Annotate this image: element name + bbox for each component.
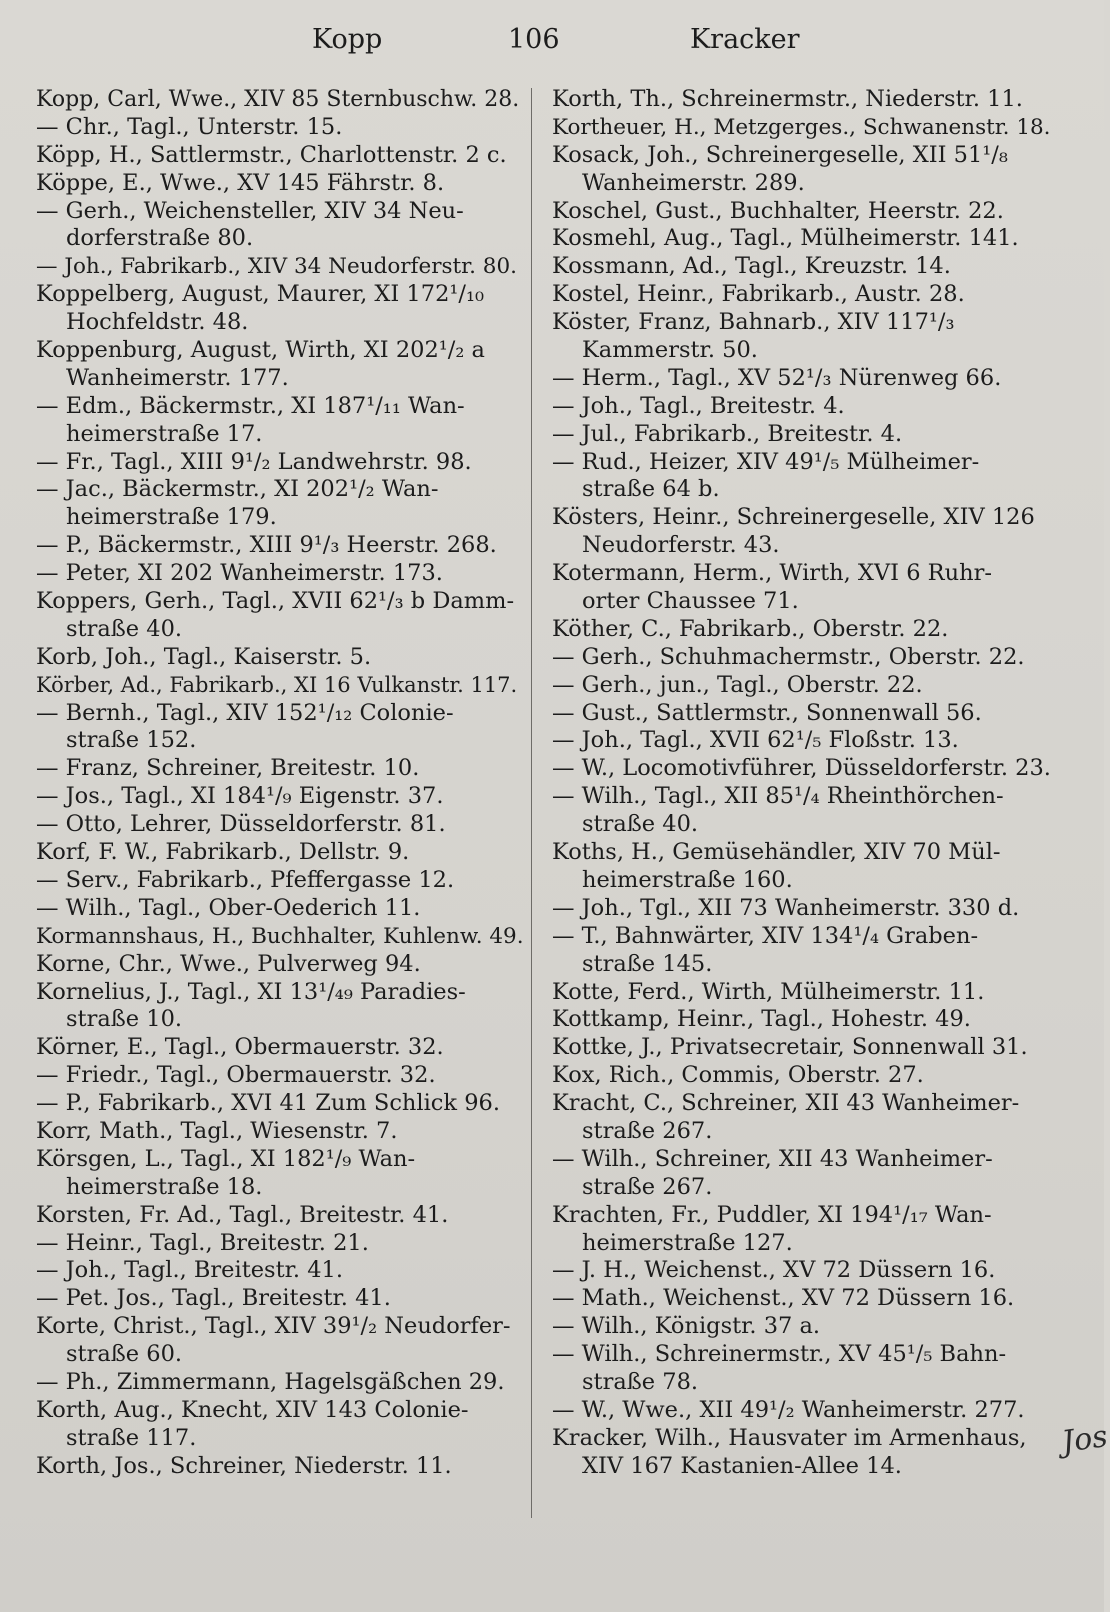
directory-line: — Bernh., Tagl., XIV 152¹/₁₂ Colonie- <box>36 699 454 726</box>
directory-line: — Franz, Schreiner, Breitestr. 10. <box>36 755 420 782</box>
directory-line: XIV 167 Kastanien-Allee 14. <box>582 1452 902 1479</box>
directory-line: Koschel, Gust., Buchhalter, Heerstr. 22. <box>552 197 1004 224</box>
directory-line: Körber, Ad., Fabrikarb., XI 16 Vulkanstr. 117. <box>36 672 518 697</box>
directory-line: straße 117. <box>66 1424 197 1451</box>
directory-line: — Gerh., Weichensteller, XIV 34 Neu- <box>36 197 464 224</box>
directory-line: Krachten, Fr., Puddler, XI 194¹/₁₇ Wan- <box>552 1201 992 1228</box>
directory-line: Korte, Christ., Tagl., XIV 39¹/₂ Neudorfer- <box>36 1313 511 1340</box>
directory-line: — P., Bäckermstr., XIII 9¹/₃ Heerstr. 268. <box>36 532 497 559</box>
left-column <box>36 86 526 1481</box>
directory-line: straße 60. <box>66 1341 183 1368</box>
directory-line: straße 10. <box>66 1006 183 1033</box>
directory-line: Köther, C., Fabrikarb., Oberstr. 22. <box>552 615 949 642</box>
directory-line: — Wilh., Schreiner, XII 43 Wanheimer- <box>552 1145 993 1172</box>
directory-line: Körner, E., Tagl., Obermauerstr. 32. <box>36 1034 444 1061</box>
directory-line: orter Chaussee 71. <box>582 588 799 615</box>
directory-line: straße 267. <box>582 1117 713 1144</box>
directory-line: straße 152. <box>66 727 197 754</box>
directory-line: Wanheimerstr. 289. <box>582 169 805 196</box>
directory-line: — Gust., Sattlermstr., Sonnenwall 56. <box>552 699 982 726</box>
directory-line: Kosmehl, Aug., Tagl., Mülheimerstr. 141. <box>552 225 1019 252</box>
directory-line: Korth, Aug., Knecht, XIV 143 Colonie- <box>36 1396 469 1423</box>
directory-line: Kormannshaus, H., Buchhalter, Kuhlenw. 49. <box>36 923 524 949</box>
directory-line: Kortheuer, H., Metzgerges., Schwanenstr. 18. <box>552 114 1051 140</box>
directory-line: — Jul., Fabrikarb., Breitestr. 4. <box>552 420 903 447</box>
directory-line: — Jos., Tagl., XI 184¹/₉ Eigenstr. 37. <box>36 783 444 810</box>
handwritten-margin-note: Jos <box>1059 1419 1110 1460</box>
directory-line: — P., Fabrikarb., XVI 41 Zum Schlick 96. <box>36 1090 500 1117</box>
directory-line: — Ph., Zimmermann, Hagelsgäßchen 29. <box>36 1368 505 1395</box>
directory-line: — Edm., Bäckermstr., XI 187¹/₁₁ Wan- <box>36 392 465 419</box>
directory-line: — Joh., Fabrikarb., XIV 34 Neudorferstr. 80. <box>36 254 517 280</box>
directory-line: — Otto, Lehrer, Düsseldorferstr. 81. <box>36 811 446 838</box>
directory-line: — Pet. Jos., Tagl., Breitestr. 41. <box>36 1285 391 1312</box>
directory-line: Kottkamp, Heinr., Tagl., Hohestr. 49. <box>552 1006 971 1033</box>
directory-line: Kostel, Heinr., Fabrikarb., Austr. 28. <box>552 281 965 308</box>
directory-line: straße 40. <box>66 615 183 642</box>
directory-line: — Wilh., Tagl., Ober-Oederich 11. <box>36 894 421 921</box>
directory-line: — Wilh., Tagl., XII 85¹/₄ Rheinthörchen- <box>552 783 1004 810</box>
right-column <box>552 86 1052 1481</box>
directory-line: Koths, H., Gemüsehändler, XIV 70 Mül- <box>552 839 1001 866</box>
directory-line: — Peter, XI 202 Wanheimerstr. 173. <box>36 560 443 587</box>
directory-line: Köster, Franz, Bahnarb., XIV 117¹/₃ <box>552 309 955 336</box>
directory-line: Korth, Th., Schreinermstr., Niederstr. 11. <box>552 86 1023 112</box>
directory-line: Wanheimerstr. 177. <box>66 364 289 391</box>
directory-line: — Herm., Tagl., XV 52¹/₃ Nürenweg 66. <box>552 364 1002 391</box>
directory-line: Korf, F. W., Fabrikarb., Dellstr. 9. <box>36 839 410 866</box>
directory-line: straße 64 b. <box>582 476 720 503</box>
directory-line: straße 78. <box>582 1368 699 1395</box>
directory-line: — Gerh., jun., Tagl., Oberstr. 22. <box>552 671 923 698</box>
directory-line: Kosack, Joh., Schreinergeselle, XII 51¹/₈ <box>552 141 1008 168</box>
directory-line: Kottke, J., Privatsecretair, Sonnenwall 31. <box>552 1034 1028 1061</box>
directory-line: — Gerh., Schuhmachermstr., Oberstr. 22. <box>552 643 1025 670</box>
directory-line: Korsten, Fr. Ad., Tagl., Breitestr. 41. <box>36 1201 449 1228</box>
directory-line: Kammerstr. 50. <box>582 337 758 364</box>
directory-line: — Math., Weichenst., XV 72 Düssern 16. <box>552 1285 1015 1312</box>
directory-line: heimerstraße 179. <box>66 504 277 531</box>
directory-line: Korb, Joh., Tagl., Kaiserstr. 5. <box>36 643 372 670</box>
directory-line: Kossmann, Ad., Tagl., Kreuzstr. 14. <box>552 253 951 280</box>
directory-line: straße 267. <box>582 1173 713 1200</box>
directory-line: Korth, Jos., Schreiner, Niederstr. 11. <box>36 1452 452 1479</box>
directory-line: Kracht, C., Schreiner, XII 43 Wanheimer- <box>552 1090 1020 1117</box>
directory-line: Koppenburg, August, Wirth, XI 202¹/₂ a <box>36 337 485 364</box>
directory-line: Kopp, Carl, Wwe., XIV 85 Sternbuschw. 28. <box>36 87 520 112</box>
directory-line: Köppe, E., Wwe., XV 145 Fährstr. 8. <box>36 169 445 196</box>
directory-line: Korne, Chr., Wwe., Pulverweg 94. <box>36 950 421 977</box>
directory-line: — Wilh., Schreinermstr., XV 45¹/₅ Bahn- <box>552 1341 1007 1368</box>
directory-line: — Wilh., Königstr. 37 a. <box>552 1313 821 1340</box>
directory-line: — Joh., Tgl., XII 73 Wanheimerstr. 330 d. <box>552 894 1020 921</box>
directory-line: Kotermann, Herm., Wirth, XVI 6 Ruhr- <box>552 560 992 587</box>
directory-line: — Chr., Tagl., Unterstr. 15. <box>36 113 343 140</box>
directory-line: Kracker, Wilh., Hausvater im Armenhaus, <box>552 1424 1027 1451</box>
column-divider <box>531 88 532 1518</box>
directory-line: — Joh., Tagl., XVII 62¹/₅ Floßstr. 13. <box>552 727 959 754</box>
directory-line: Kösters, Heinr., Schreinergeselle, XIV 126 <box>552 504 1035 531</box>
directory-line: Hochfeldstr. 48. <box>66 309 249 336</box>
directory-line: straße 40. <box>582 811 699 838</box>
header-left-guide-word: Kopp <box>312 24 383 55</box>
directory-line: Kox, Rich., Commis, Oberstr. 27. <box>552 1062 924 1089</box>
page-header <box>0 14 1104 64</box>
directory-line: — Joh., Tagl., Breitestr. 41. <box>36 1257 344 1284</box>
directory-line: heimerstraße 160. <box>582 866 793 893</box>
directory-line: heimerstraße 17. <box>66 420 263 447</box>
directory-line: Köpp, H., Sattlermstr., Charlottenstr. 2 c. <box>36 141 507 168</box>
page-number: 106 <box>508 24 560 55</box>
header-right-guide-word: Kracker <box>690 24 800 55</box>
directory-line: Körsgen, L., Tagl., XI 182¹/₉ Wan- <box>36 1145 416 1172</box>
directory-line: — Jac., Bäckermstr., XI 202¹/₂ Wan- <box>36 476 439 503</box>
directory-line: heimerstraße 18. <box>66 1173 263 1200</box>
directory-line: Neudorferstr. 43. <box>582 532 780 559</box>
directory-line: Kornelius, J., Tagl., XI 13¹/₄₉ Paradies- <box>36 978 466 1005</box>
directory-line: Kotte, Ferd., Wirth, Mülheimerstr. 11. <box>552 978 985 1005</box>
directory-line: Koppelberg, August, Maurer, XI 172¹/₁₀ <box>36 281 485 308</box>
directory-line: — Serv., Fabrikarb., Pfeffergasse 12. <box>36 866 455 893</box>
directory-line: — T., Bahnwärter, XIV 134¹/₄ Graben- <box>552 922 979 949</box>
directory-line: heimerstraße 127. <box>582 1229 793 1256</box>
directory-line: — Friedr., Tagl., Obermauerstr. 32. <box>36 1062 436 1089</box>
directory-line: — Heinr., Tagl., Breitestr. 21. <box>36 1229 369 1256</box>
directory-line: dorferstraße 80. <box>66 225 254 252</box>
directory-line: straße 145. <box>582 950 713 977</box>
directory-line: — J. H., Weichenst., XV 72 Düssern 16. <box>552 1257 996 1284</box>
directory-line: Korr, Math., Tagl., Wiesenstr. 7. <box>36 1117 398 1144</box>
directory-line: — W., Wwe., XII 49¹/₂ Wanheimerstr. 277. <box>552 1396 1025 1423</box>
directory-line: — W., Locomotivführer, Düsseldorferstr. 23. <box>552 755 1051 782</box>
directory-line: — Fr., Tagl., XIII 9¹/₂ Landwehrstr. 98. <box>36 448 472 475</box>
directory-line: Koppers, Gerh., Tagl., XVII 62¹/₃ b Damm- <box>36 588 515 615</box>
directory-line: — Joh., Tagl., Breitestr. 4. <box>552 392 845 419</box>
directory-line: — Rud., Heizer, XIV 49¹/₅ Mülheimer- <box>552 448 980 475</box>
